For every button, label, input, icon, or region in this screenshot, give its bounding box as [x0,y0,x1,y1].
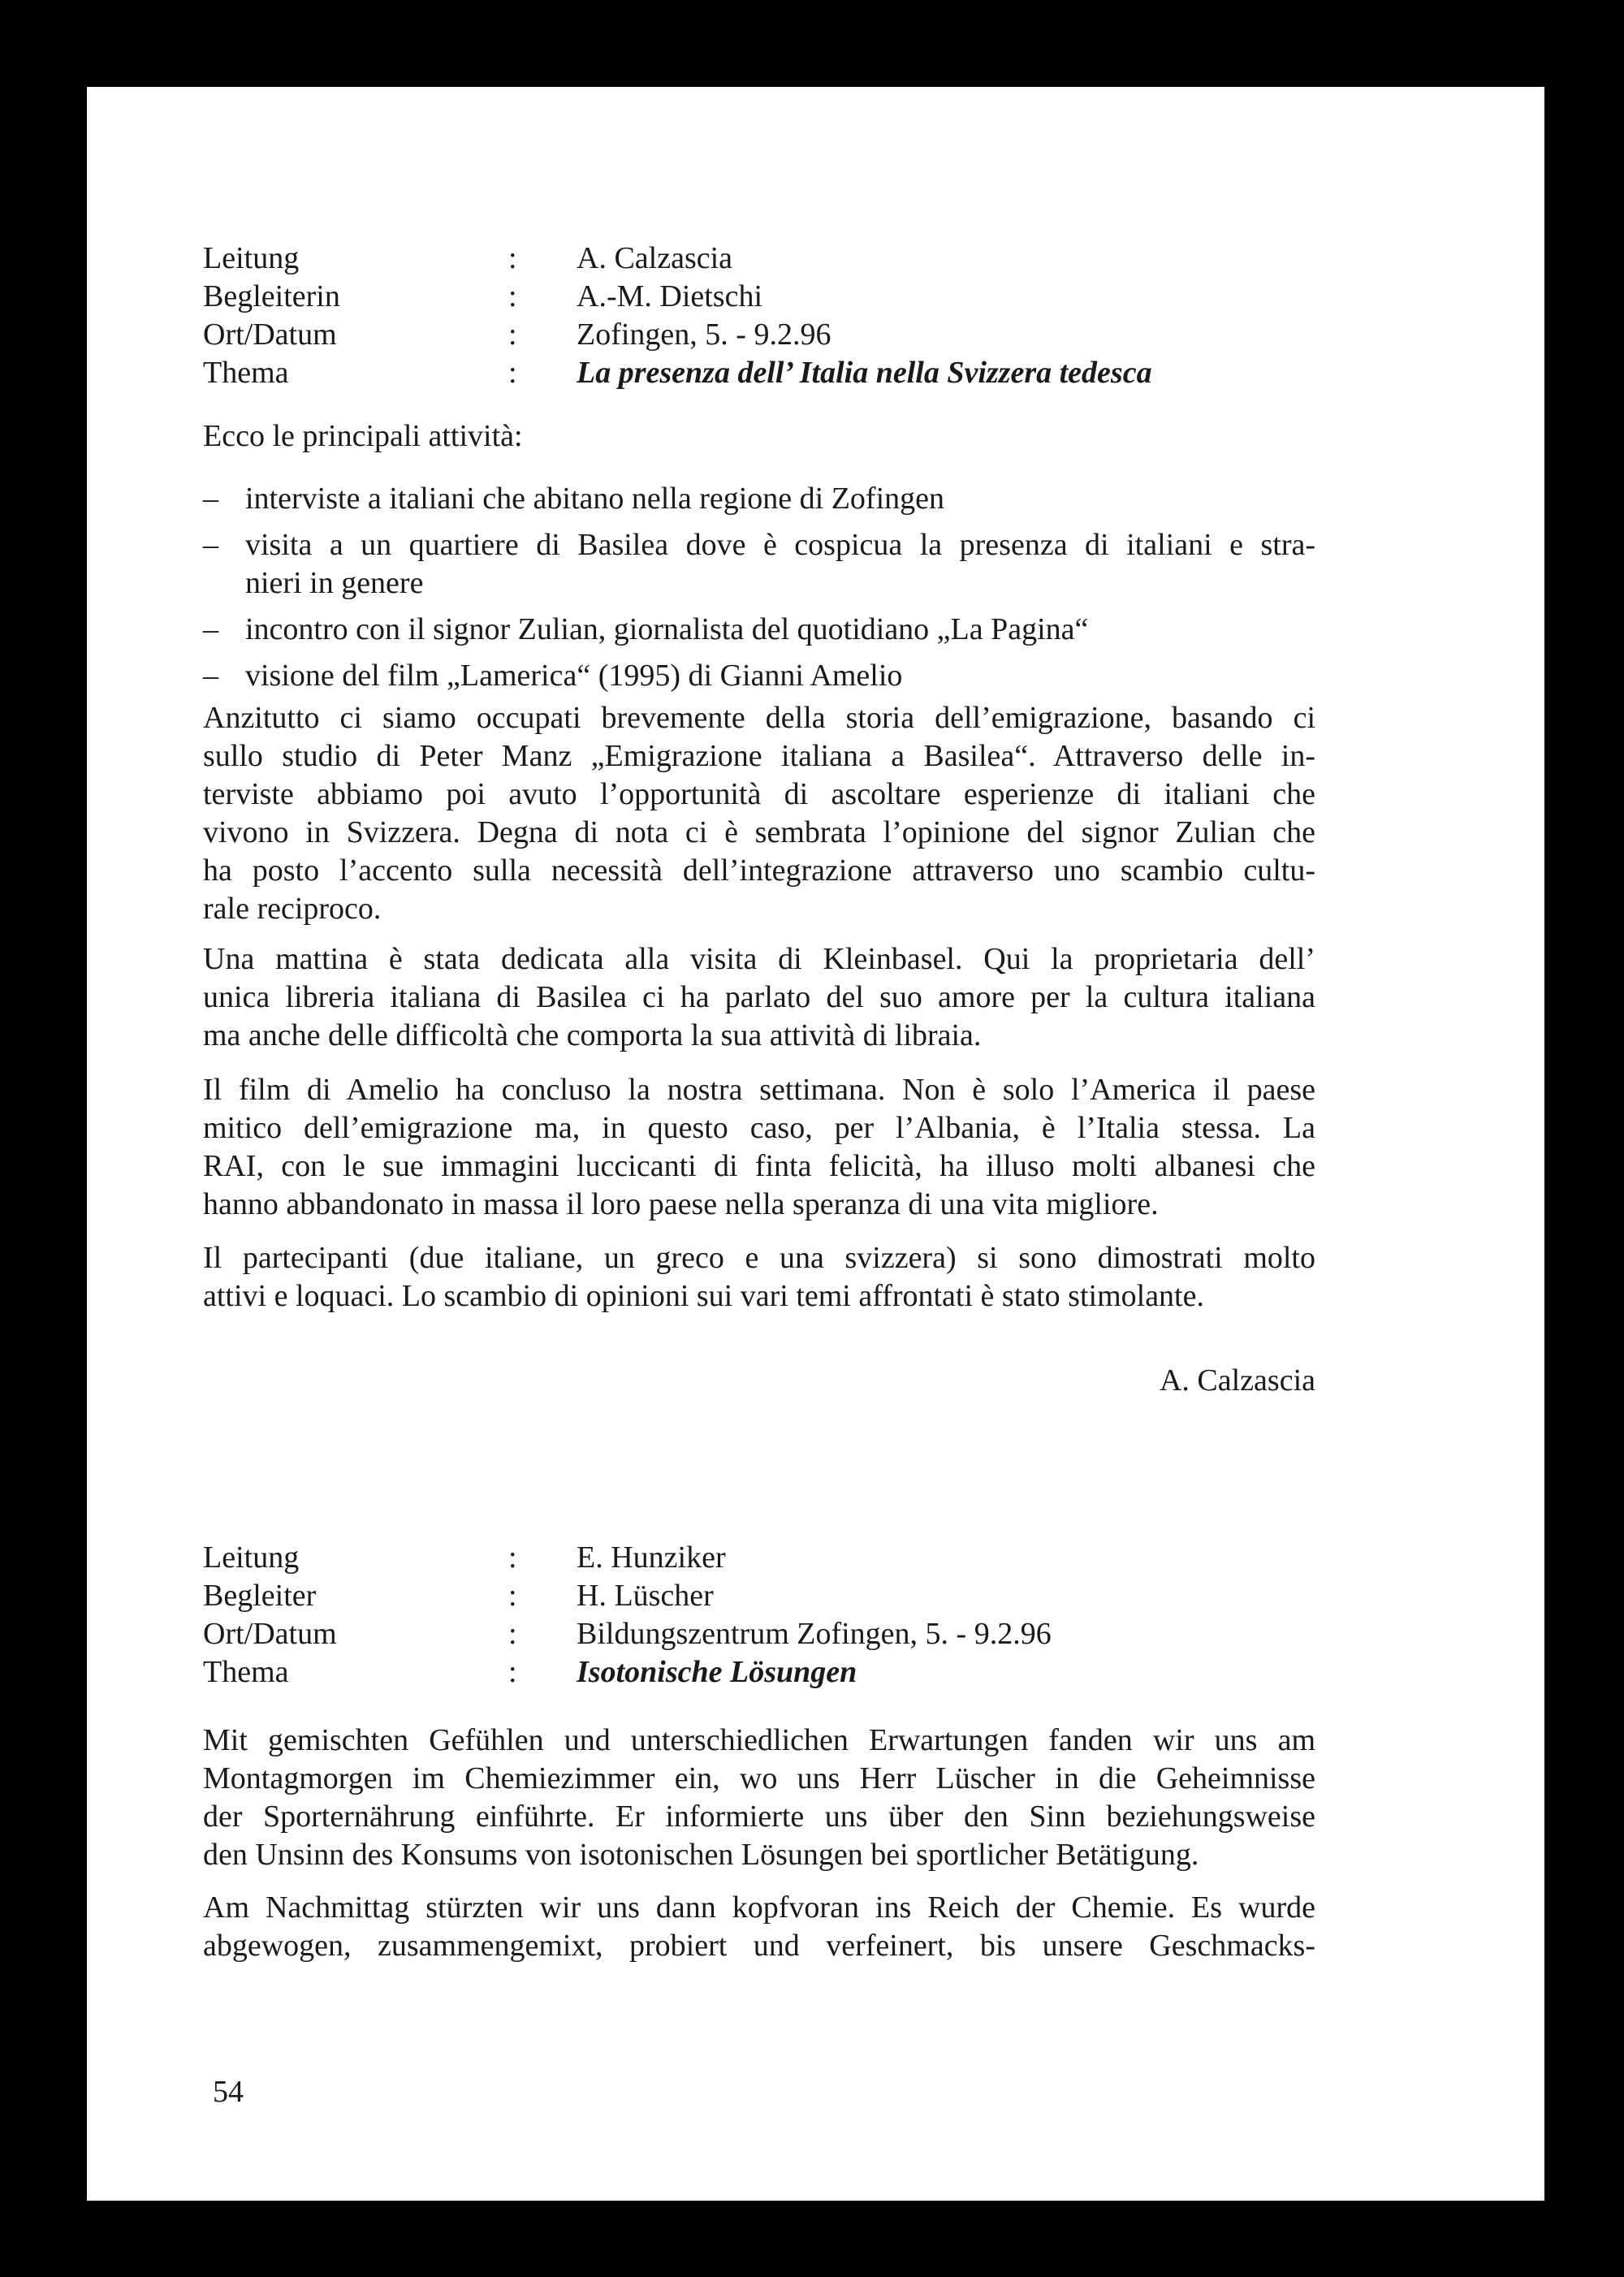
bullet-item [203,480,1315,518]
meta-row [203,1615,1315,1653]
meta-row [203,1577,1315,1615]
text-line: Il film di Amelio ha concluso la nostra settimana. Non è solo l’America il paese [203,1073,1315,1107]
page-number: 54 [213,2075,244,2109]
text-line: terviste abbiamo poi avuto l’opportunità di ascoltare esperienze di italiani che [203,777,1315,811]
meta-separator: : [508,279,517,313]
dash-icon: – [203,612,218,646]
text-line: attivi e loquaci. Lo scambio di opinioni sui vari temi affrontati è stato stimolante. [203,1279,1204,1313]
meta-row [203,1653,1315,1692]
text-line: Una mattina è stata dedicata alla visita di Kleinbasel. Qui la proprietaria dell’ [203,942,1315,976]
meta-label: Ort/Datum [203,1617,337,1651]
section2-paragraph-1 [203,1722,1315,1874]
text-line: mitico dell’emigrazione ma, in questo caso, per l’Albania, è l’Italia stessa. La [203,1111,1315,1145]
text-line: vivono in Svizzera. Degna di nota ci è sembrata l’opinione del signor Zulian che [203,815,1315,849]
meta-label: Leitung [203,1540,300,1575]
meta-value: Zofingen, 5. - 9.2.96 [577,318,831,352]
text-line: visita a un quartiere di Basilea dove è cospicua la presenza di italiani e stra- [245,528,1315,562]
text-line: RAI, con le sue immagini luccicanti di finta felicità, ha illuso molti albanesi che [203,1149,1315,1183]
text-line: den Unsinn des Konsums von isotonischen Lösungen bei sportlicher Betätigung. [203,1838,1199,1872]
meta-label: Thema [203,356,289,390]
meta-value: A. Calzascia [577,241,733,275]
text-line: abgewogen, zusammengemixt, probiert und verfeinert, bis unsere Geschmacks- [203,1929,1315,1963]
bullet-item [203,526,1315,603]
dash-icon: – [203,659,218,693]
meta-value: H. Lüscher [577,1579,714,1613]
meta-separator: : [508,318,517,352]
bullet-text [245,480,1315,518]
meta-row [203,278,1315,316]
section1-paragraph-1 [203,699,1315,928]
meta-separator: : [508,356,517,390]
text-line: rale reciproco. [203,892,382,926]
bullet-item [203,657,1315,695]
meta-row [203,1539,1315,1577]
section1-paragraph-4 [203,1239,1315,1316]
text-line: interviste a italiani che abitano nella regione di Zofingen [245,482,945,516]
meta-row [203,316,1315,354]
section1-meta [203,240,1315,392]
text-line: Mit gemischten Gefühlen und unterschiedlichen Erwartungen fanden wir uns am [203,1723,1315,1757]
meta-separator: : [508,1655,517,1689]
section1-paragraph-3 [203,1071,1315,1224]
text-line: Il partecipanti (due italiane, un greco e una svizzera) si sono dimostrati molto [203,1241,1315,1275]
dash-icon: – [203,528,218,562]
meta-label: Thema [203,1655,289,1689]
meta-label: Begleiter [203,1579,317,1613]
meta-separator: : [508,1579,517,1613]
section1-bullets [203,480,1315,703]
text-line: visione del film „Lamerica“ (1995) di Gianni Amelio [245,659,903,693]
meta-value: La presenza dell’ Italia nella Svizzera tedesca [577,356,1152,390]
meta-label: Begleiterin [203,279,340,313]
text-line: hanno abbandonato in massa il loro paese nella speranza di una vita migliore. [203,1187,1159,1221]
section1-intro: Ecco le principali attività: [203,419,523,453]
text-line: Anzitutto ci siamo occupati brevemente della storia dell’emigrazione, basando ci [203,701,1315,735]
bullet-text [245,526,1315,603]
meta-value: E. Hunziker [577,1540,726,1575]
text-line: incontro con il signor Zulian, giornalista del quotidiano „La Pagina“ [245,612,1089,646]
section1-paragraph-2 [203,940,1315,1055]
meta-row [203,354,1315,392]
meta-separator: : [508,1540,517,1575]
text-line: sullo studio di Peter Manz „Emigrazione italiana a Basilea“. Attraverso delle in- [203,739,1315,773]
meta-label: Ort/Datum [203,318,337,352]
meta-value: Isotonische Lösungen [577,1655,857,1689]
section2-paragraph-2 [203,1889,1315,1965]
meta-row [203,240,1315,278]
bullet-item [203,611,1315,649]
text-line: unica libreria italiana di Basilea ci ha parlato del suo amore per la cultura italiana [203,980,1315,1014]
meta-separator: : [508,1617,517,1651]
dash-icon: – [203,482,218,516]
text-line: ma anche delle difficoltà che comporta la sua attività di libraia. [203,1018,982,1052]
bullet-text [245,657,1315,695]
meta-separator: : [508,241,517,275]
text-line: Am Nachmittag stürzten wir uns dann kopfvoran ins Reich der Chemie. Es wurde [203,1890,1315,1925]
text-line: nieri in genere [245,566,424,600]
meta-value: Bildungszentrum Zofingen, 5. - 9.2.96 [577,1617,1052,1651]
text-line: ha posto l’accento sulla necessità dell’integrazione attraverso uno scambio cultu- [203,853,1315,888]
meta-value: A.-M. Dietschi [577,279,763,313]
section2-meta [203,1539,1315,1692]
bullet-text [245,611,1315,649]
text-line: der Sporternährung einführte. Er informierte uns über den Sinn beziehungsweise [203,1800,1315,1834]
text-line: Montagmorgen im Chemiezimmer ein, wo uns Herr Lüscher in die Geheimnisse [203,1761,1315,1795]
meta-label: Leitung [203,241,300,275]
signature: A. Calzascia [1159,1363,1315,1398]
